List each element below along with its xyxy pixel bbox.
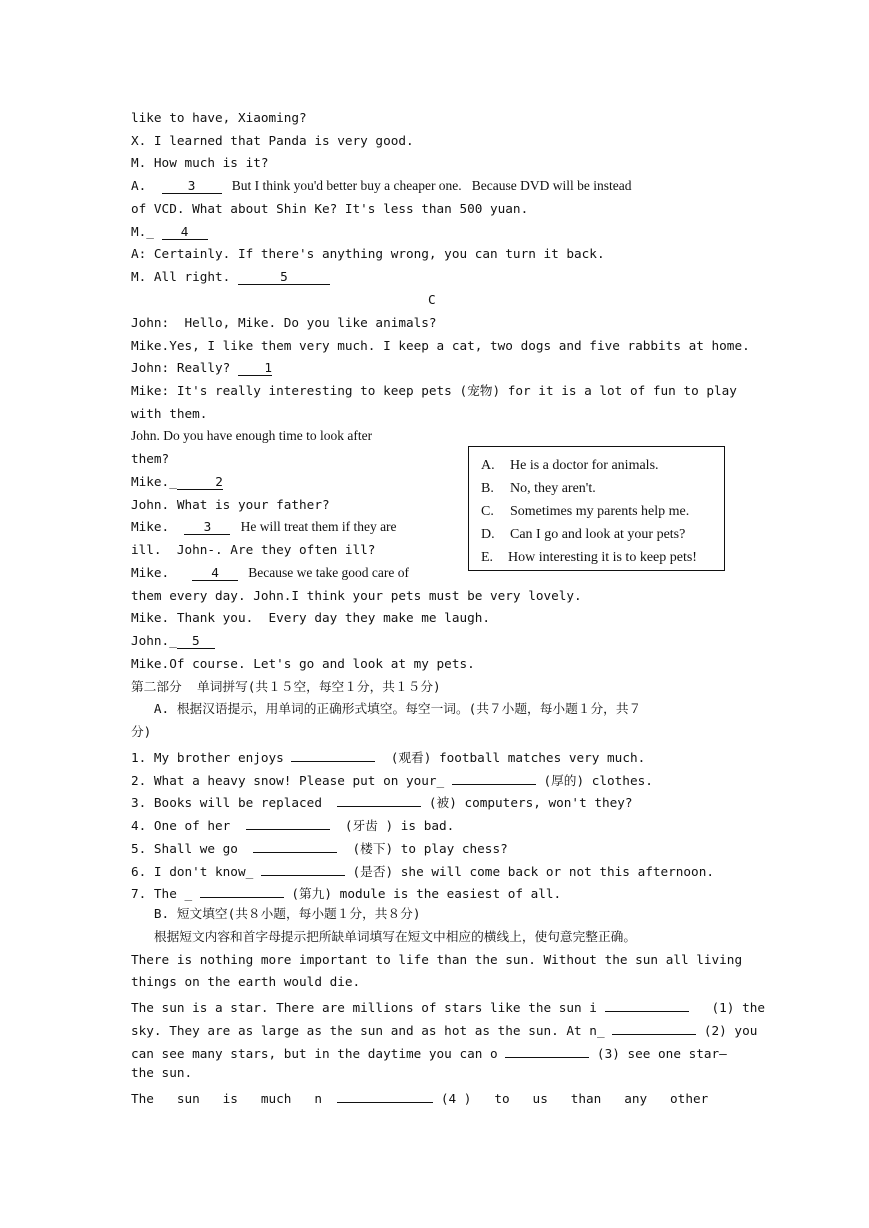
option-key: C. <box>481 504 494 519</box>
dialog-line: them every day. John.I think your pets must be very lovely. <box>131 588 582 603</box>
dialog-line <box>131 633 215 649</box>
answer-blank[interactable]: 1 <box>238 361 272 376</box>
dialog-line <box>131 565 409 581</box>
passage-text: The sun is a star. There are millions of stars like the sun i <box>131 1000 605 1015</box>
passage-text: The sun is much n <box>131 1091 338 1106</box>
question-text: 5. Shall we go <box>131 841 254 856</box>
dialog-line: John: Hello, Mike. Do you like animals? <box>131 315 437 330</box>
question-line <box>131 861 714 880</box>
question-text: (是否) she will come back or not this afternoon. <box>344 864 714 879</box>
passage-line <box>131 1020 757 1039</box>
speaker-label: Mike. <box>131 565 193 580</box>
passage-line <box>131 1088 708 1107</box>
dialog-line: John. What is your father? <box>131 497 330 512</box>
dialog-line <box>131 224 208 240</box>
question-text: 3. Books will be replaced <box>131 795 338 810</box>
instruction: B. 短文填空(共８小题，每小题１分，共８分) <box>131 906 421 921</box>
option-key: E. <box>481 550 494 565</box>
answer-blank[interactable] <box>246 815 330 830</box>
option-item <box>481 504 689 520</box>
options-box <box>468 446 725 571</box>
option-key: B. <box>481 481 494 496</box>
answer-blank[interactable] <box>605 997 689 1012</box>
passage-text: (3) see one star— <box>589 1046 727 1061</box>
speaker-label: John: Really? <box>131 360 238 375</box>
passage-line <box>131 997 765 1016</box>
dialog-line: X. I learned that Panda is very good. <box>131 133 414 148</box>
dialog-line: with them. <box>131 406 208 421</box>
dialog-line <box>131 269 330 285</box>
dialog-line <box>131 474 223 490</box>
passage-line: the sun. <box>131 1065 193 1080</box>
part-title: 第二部分 单词拼写(共１５空，每空１分，共１５分) <box>131 679 441 694</box>
dialog-line <box>131 428 372 444</box>
dialog-line: Mike: It's really interesting to keep pets (宠物) for it is a lot of fun to play <box>131 383 737 398</box>
speaker-label: John._ <box>131 633 177 648</box>
question-text: 1. My brother enjoys <box>131 750 292 765</box>
answer-blank[interactable]: 2 <box>177 475 223 490</box>
line-text: He will treat them if they are <box>230 519 397 534</box>
dialog-line: them? <box>131 451 170 466</box>
section-heading: C <box>428 292 436 307</box>
question-line <box>131 747 645 766</box>
option-text: How interesting it is to keep pets! <box>508 550 697 565</box>
answer-blank[interactable]: 4 <box>192 566 238 581</box>
question-text: (第九) module is the easiest of all. <box>283 886 562 901</box>
dialog-line <box>131 360 272 376</box>
option-text: He is a doctor for animals. <box>510 458 659 473</box>
option-item <box>481 550 697 566</box>
answer-blank[interactable] <box>200 883 284 898</box>
speaker-label: Mike. <box>131 519 185 534</box>
passage-text: can see many stars, but in the daytime you can o <box>131 1046 506 1061</box>
speaker-label: A. <box>131 178 162 193</box>
answer-blank[interactable] <box>337 1088 433 1103</box>
question-text: (楼下) to play chess? <box>337 841 508 856</box>
option-key: D. <box>481 527 495 542</box>
dialog-line: like to have, Xiaoming? <box>131 110 307 125</box>
passage-text: sky. They are as large as the sun and as hot as the sun. At n_ <box>131 1023 613 1038</box>
option-item <box>481 527 685 543</box>
question-text: (观看) football matches very much. <box>375 750 646 765</box>
option-item <box>481 458 659 474</box>
question-line <box>131 838 508 857</box>
line-text: John. Do you have enough time to look after <box>131 428 373 443</box>
answer-blank[interactable] <box>337 792 421 807</box>
question-text: 7. The _ <box>131 886 200 901</box>
dialog-line: Mike.Yes, I like them very much. I keep a cat, two dogs and five rabbits at home. <box>131 338 750 353</box>
question-text: (被) computers, won't they? <box>421 795 633 810</box>
question-text: 6. I don't know_ <box>131 864 261 879</box>
question-text: (厚的) clothes. <box>535 773 653 788</box>
instruction: A. 根据汉语提示，用单词的正确形式填空。每空一词。(共７小题，每小题１分，共７ <box>131 701 642 716</box>
question-line <box>131 792 633 811</box>
question-text: 4. One of her <box>131 818 246 833</box>
dialog-line: Mike. Thank you. Every day they make me laugh. <box>131 610 491 625</box>
answer-blank[interactable]: 5 <box>238 270 330 285</box>
dialog-line: Mike.Of course. Let's go and look at my pets. <box>131 656 475 671</box>
instruction: 分) <box>131 724 152 739</box>
answer-blank[interactable] <box>261 861 345 876</box>
option-text: No, they aren't. <box>510 481 596 496</box>
passage-line <box>131 1043 727 1062</box>
dialog-line: of VCD. What about Shin Ke? It's less than 500 yuan. <box>131 201 529 216</box>
speaker-label: Mike._ <box>131 474 177 489</box>
option-key: A. <box>481 458 495 473</box>
option-text: Can I go and look at your pets? <box>510 527 686 542</box>
answer-blank[interactable]: 3 <box>184 520 230 535</box>
dialog-line: ill. John-. Are they often ill? <box>131 542 376 557</box>
option-text: Sometimes my parents help me. <box>510 504 690 519</box>
line-text: Because we take good care of <box>238 565 410 580</box>
option-item <box>481 481 596 497</box>
passage-text: (4 ) to us than any other <box>433 1091 709 1106</box>
question-text: 2. What a heavy snow! Please put on your_ <box>131 773 452 788</box>
answer-blank[interactable] <box>505 1043 589 1058</box>
dialog-line: M. How much is it? <box>131 155 269 170</box>
passage-text: (1) the <box>688 1000 765 1015</box>
speaker-label: M. All right. <box>131 269 238 284</box>
answer-blank[interactable] <box>452 770 536 785</box>
question-line <box>131 770 653 789</box>
passage-line: things on the earth would die. <box>131 974 361 989</box>
question-line <box>131 883 561 902</box>
dialog-line <box>131 178 632 194</box>
dialog-line: A: Certainly. If there's anything wrong, you can turn it back. <box>131 246 605 261</box>
question-text: (牙齿 ) is bad. <box>329 818 455 833</box>
dialog-line <box>131 519 397 535</box>
answer-blank[interactable]: 3 <box>162 179 222 194</box>
line-text: But I think you'd better buy a cheaper one. Because DVD will be instead <box>221 178 632 193</box>
answer-blank[interactable] <box>612 1020 696 1035</box>
answer-blank[interactable] <box>253 838 337 853</box>
passage-line: There is nothing more important to life than the sun. Without the sun all living <box>131 952 743 967</box>
answer-blank[interactable]: 5 <box>177 634 215 649</box>
answer-blank[interactable] <box>291 747 375 762</box>
speaker-label: M._ <box>131 224 162 239</box>
question-line <box>131 815 454 834</box>
instruction: 根据短文内容和首字母提示把所缺单词填写在短文中相应的横线上，使句意完整正确。 <box>131 929 637 944</box>
passage-text: (2) you <box>696 1023 758 1038</box>
answer-blank[interactable]: 4 <box>162 225 208 240</box>
